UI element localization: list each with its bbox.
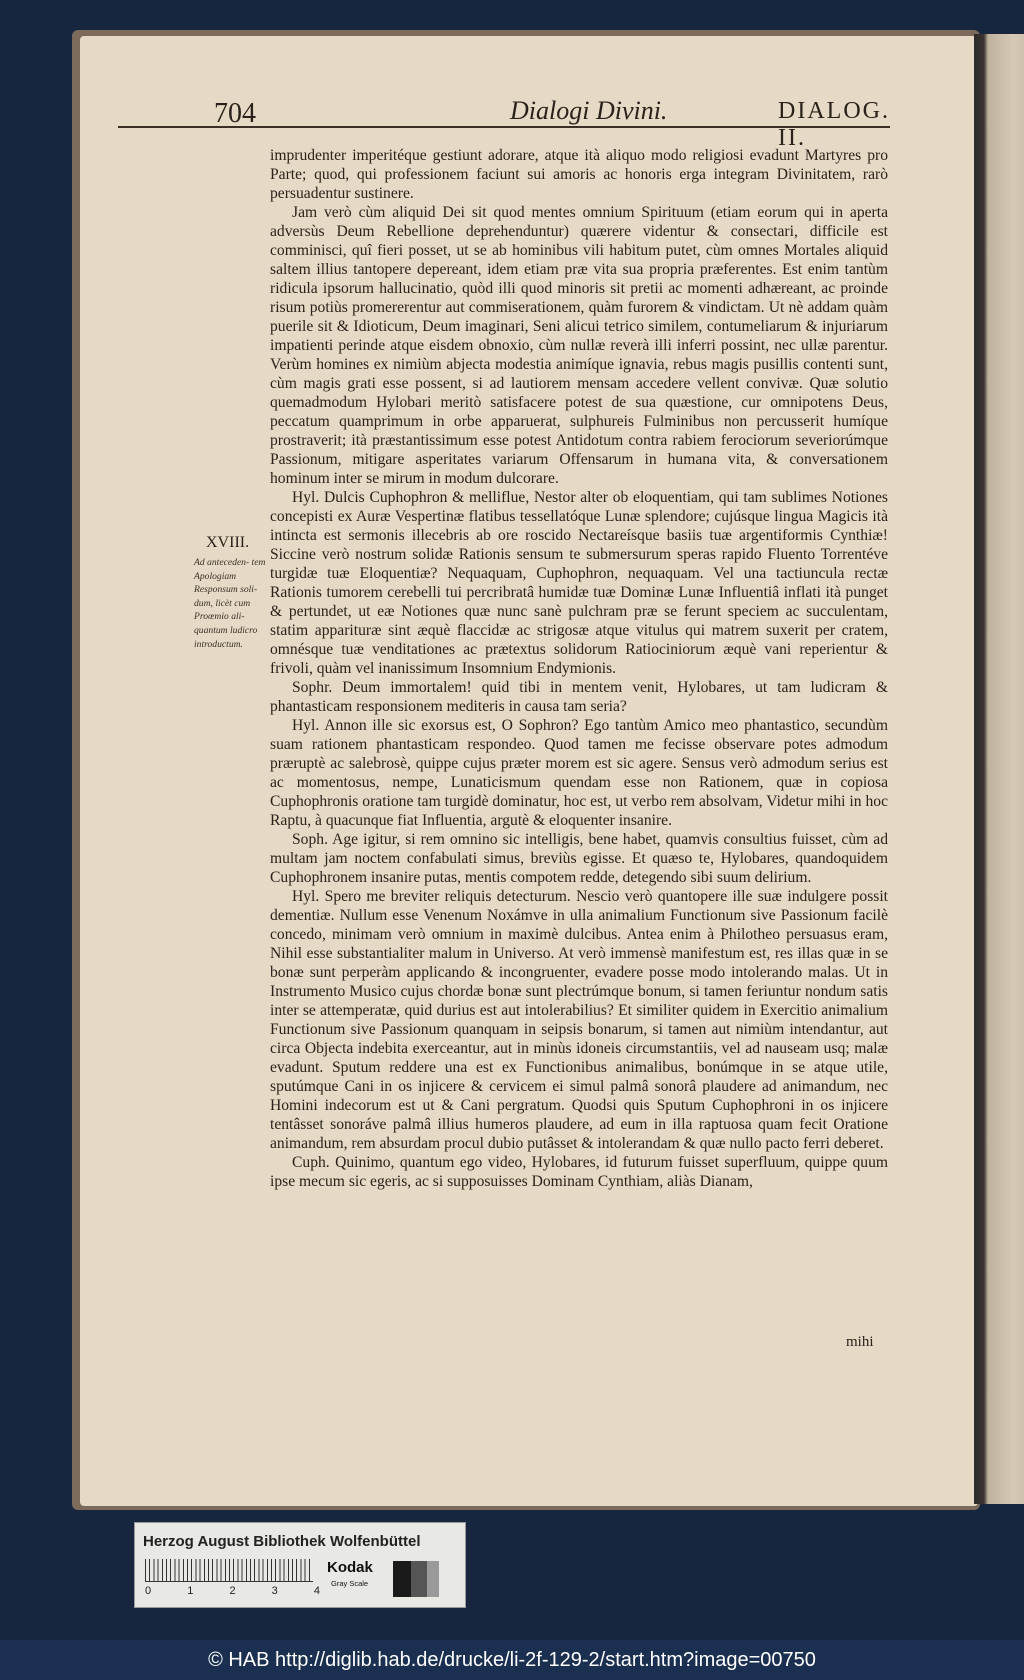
main-text xyxy=(270,146,888,1356)
margin-section-number: XVIII. xyxy=(206,534,250,551)
ruler-label: 4 xyxy=(313,1585,320,1597)
paragraph-7: Hyl. Spero me breviter reliquis detecturum. Nescio verò quantopere ille suæ indulgere possit dementiæ. Nullum esse Venenum Noxámve in ulla animalium Functionum sive Passionum facilè concedo, minimam verò omnium in maximè dulcibus. Antea enim à Philotheo persuasus eram, Nihil esse substantialiter malum in Universo. At verò immensè manifestum est, res illas quæ in se bonæ sunt perperàm applicando & incongruenter, evadere posse modo intolerando malas. Ut in Instrumento Musico cujus chordæ bonæ sunt plectrúmque bonum, si tamen feriuntur nondum satis inter se attemperatæ, quid durius est aut intolerabilius? Et similiter quidem in Exercitio animalium Functionum sive Passionum quanquam in seipsis bonarum, si tamen aut nimiùm intendantur, aut circa Objecta indebita exerceantur, aut in minùs idoneis circumstantiis, vel ad nauseam usq; malæ evadunt. Sputum reddere una est ex Functionibus animalibus, bonúmque in se atque utile, sputúmque Cani in os injicere & cervicem ei simul palmâ sonorâ plaudere ad animandum, nec Homini indecorum est ut & Cani pergratum. Quodsi quis Sputum Cuphophroni in os injicere tentâsset sonoráve palmâ illius humeros plaudere, ad eum in illa raptuosa quam fecit Oratione animandum, rem absurdam procul dubio putâsset & intolerandam & quæ nullo pacto ferri deberet. xyxy=(270,888,888,1152)
page-number: 704 xyxy=(214,98,256,129)
ruler-label: 0 xyxy=(145,1585,152,1597)
paragraph-5: Hyl. Annon ille sic exorsus est, O Sophron? Ego tantùm Amico meo phantastico, secundùm suam rationem phantasticam respondeo. Quod tamen me fecisse observare potes admodum præruptè ac salebrosè, quippe cujus præter morem est sic agere. Sensus verò admodum serius est ac momentosus, nempe, Lunaticismum quendam esse non Rationem, quæ in copiosa Cuphophronis oratione tam turgidè dominatur, hoc est, ut verbo rem absolvam, Videtur mihi in hoc Raptu, à quacunque fiat Influentia, argutè & eloquenter insanire. xyxy=(270,717,888,829)
gray-scale-label: Gray Scale xyxy=(331,1579,369,1588)
catchword: mihi xyxy=(846,1334,874,1350)
paragraph-1: imprudenter imperitéque gestiunt adorare, atque ità aliquo modo religiosi evadunt Martyres pro Parte; quod, qui professionem faciunt sui amoris ac honoris erga integram Divinitatem, rarò persuadentur sustinere. xyxy=(270,147,888,202)
ruler-label: 2 xyxy=(229,1585,236,1597)
kodak-logo: Kodak xyxy=(327,1559,373,1576)
gray-swatch-mid xyxy=(411,1561,427,1597)
library-color-card xyxy=(134,1522,466,1608)
paragraph-4: Sophr. Deum immortalem! quid tibi in mentem venit, Hylobares, ut tam ludicram & phantasticam responsionem mediteris in causa tam seria? xyxy=(270,679,888,715)
ruler xyxy=(145,1559,313,1582)
footer-bar xyxy=(0,1640,1024,1680)
ruler-label: 3 xyxy=(271,1585,278,1597)
page-header xyxy=(118,66,890,151)
paragraph-2: Jam verò cùm aliquid Dei sit quod mentes omnium Spirituum (etiam eorum qui in aperta adversùs Deum Rebellione deprehenduntur) quærere videntur & consectari, difficile est comminisci, quî fieri posset, ut se ab hominibus vili habitum putet, cùm omnes Mortales aliquid saltem illius tantopere depereant, idem etiam præ vita sua propria præferentes. Est enim tantùm ridicula ipsorum hallucinatio, quòd illi quod minoris sit pretii ac momenti adhæreant, ac proinde risum potiùs promererentur aut commiserationem, quàm furorem & vindictam. Ut nè addam quàm puerile sit & Idioticum, Deum imaginari, Seni alicui tetrico similem, contumeliarum & injuriarum impatienti perinde atque eisdem obnoxio, cùm nullæ reverà illi inferri possint, nec ullæ parentur. Verùm homines ex nimiùm abjecta modestia animíque ignavia, rebus magis pusillis contenti sunt, cùm magis grati esse possent, si ad lautiorem mensam accedere vellent convivæ. Quæ solutio quemadmodum Hylobari meritò satisfacere potest de sua quæstione, cur omnipotens Deus, peccatum quamprimum in orbe apparuerat, sulphureis Fulminibus non percusserit humíque prostraverit; ità præstantissimum esse potest Antidotum contra rabiem ferociorum severiorúmque Passionum, mitigare asperitates variarum Offensarum in humana vita, & conversationem hominum inter se mirum in modum dulcorare. xyxy=(270,204,888,487)
ruler-labels xyxy=(145,1585,320,1597)
paragraph-8: Cuph. Quinimo, quantum ego video, Hylobares, id futurum fuisset superfluum, quippe quum ipse mecum sic egeris, ac si supposuisses Dominam Cynthiam, aliàs Dianam, xyxy=(270,1154,888,1190)
ruler-label: 1 xyxy=(187,1585,194,1597)
paragraph-3: Hyl. Dulcis Cuphophron & melliflue, Nestor alter ob eloquentiam, qui tam sublimes Notiones concepisti ex Auræ Vespertinæ flatibus tessellatóque Lunæ splendore; cujúsque lingua Magicis ità intincta est sermonis illecebris ab ore roscido Nectareísque basiis tuæ argentiformis Cynthiæ! Siccine verò nostrum solidæ Rationis sensum te submersurum speras rapido Fluento Torrentéve turgidæ tuæ Eloquentiæ? Nequaquam, Cuphophron, nequaquam. Vel una tactiuncula rectæ Rationis tumorem cerebelli tui percribratâ humidæ tuæ Dominæ Lunæ Influentiâ inflati ità punget & pertundet, ut eæ Notiones quæ nunc sanè pulchram præ se ferunt speciem ac succulentam, statim apparituræ sint æquè flaccidæ ac strigosæ atque vitulus qui matrem suxerit per cratem, omnésque tuæ venditationes ac prætextus solidorum Ratiociniorum æquè vani reperientur & frivoli, quàm vel inanissimum Insomnium Endymionis. xyxy=(270,489,888,677)
margin-note: Ad anteceden- tem Apologiam Responsum soli- dum, licèt cum Proœmio ali- quantum ludicro introductum. xyxy=(194,557,266,650)
next-page-edge xyxy=(974,34,1024,1504)
gray-swatch-dark xyxy=(393,1561,411,1597)
running-title: Dialogi Divini. xyxy=(510,96,668,125)
gray-swatch-light xyxy=(427,1561,439,1597)
card-title: Herzog August Bibliothek Wolfenbüttel xyxy=(143,1533,421,1550)
footer-copyright: © HAB http://diglib.hab.de/drucke/li-2f-129-2/start.htm?image=00750 xyxy=(208,1649,816,1671)
dialog-label: DIALOG. II. xyxy=(778,98,890,151)
paragraph-6: Soph. Age igitur, si rem omnino sic intelligis, bene habet, quamvis consultius fuisset, cùm ad multam jam noctem confabulati simus, breviùs egisse. Et quæso te, Hylobares, quandoquidem Cuphophronem insanire putas, mentis compotem redde, detegendo sibi suum delirium. xyxy=(270,831,888,886)
